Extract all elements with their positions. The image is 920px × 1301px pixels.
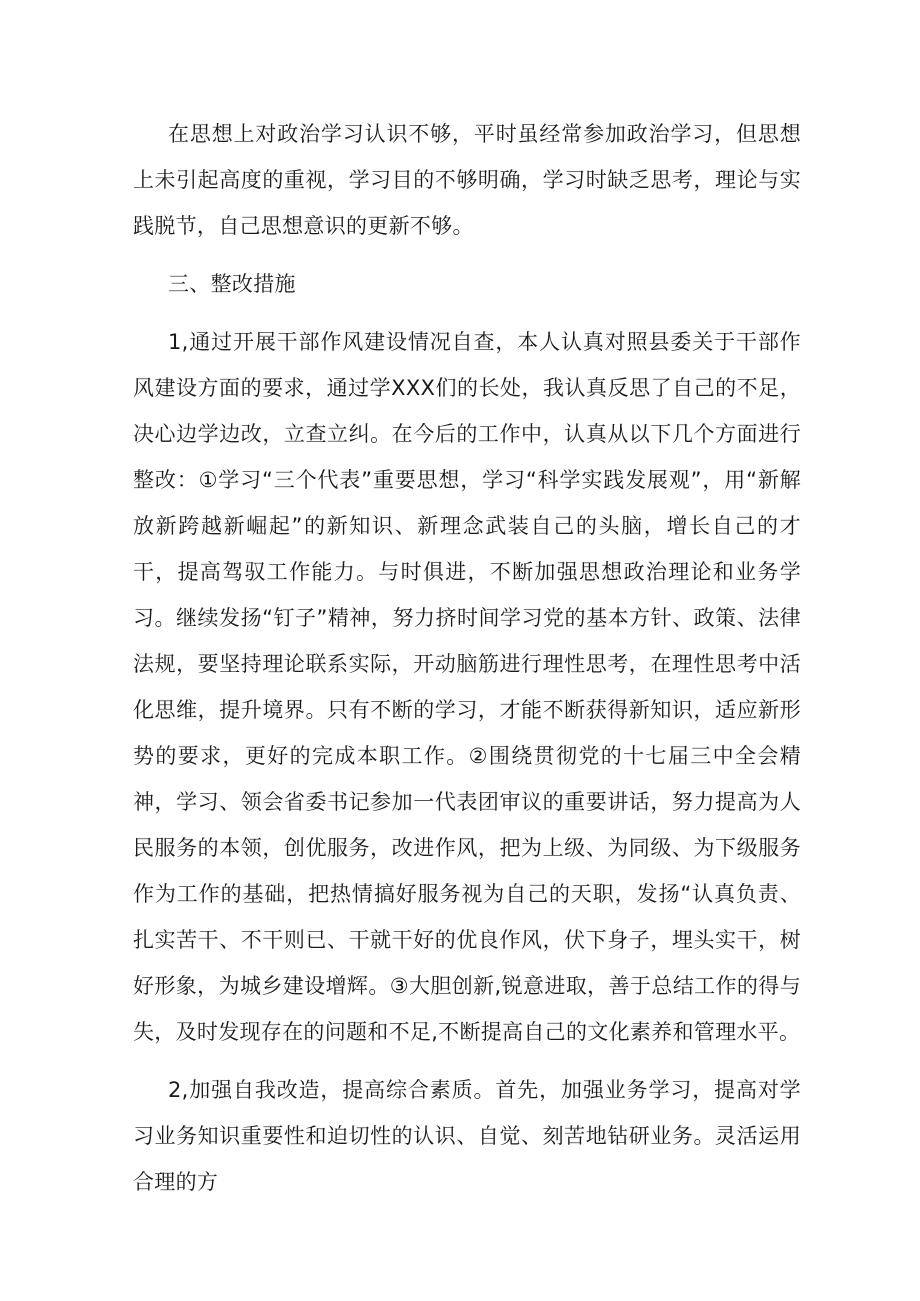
document-body [133, 111, 801, 1217]
section-heading-rectification: 三、整改措施 [168, 272, 296, 296]
paragraph-political-study: 在思想上对政治学习认识不够，平时虽经常参加政治学习，但思想上未引起高度的重视，学习目的不够明确，学习时缺乏思考，理论与实践脱节，自己思想意识的更新不够。 [133, 122, 801, 238]
paragraph-measure-2: 2,加强自我改造，提高综合素质。首先，加强业务学习，提高对学习业务知识重要性和迫切性的认识、自觉、刻苦地钻研业务。灵活运用合理的方 [133, 1078, 801, 1194]
paragraph-measure-1: 1,通过开展干部作风建设情况自查，本人认真对照县委关于干部作风建设方面的要求，通过学XXX们的长处，我认真反思了自己的不足，决心边学边改，立查立纠。在今后的工作中，认真从以下几个方面进行整改：①学习“三个代表”重要思想，学习“科学实践发展观”，用“新解放新跨越新崛起”的新知识、新理念武装自己的头脑，增长自己的才干，提高驾驭工作能力。与时俱进，不断加强思想政治理论和业务学习。继续发扬“钉子”精神，努力挤时间学习党的基本方针、政策、法律法规，要坚持理论联系实际，开动脑筋进行理性思考，在理性思考中活化思维，提升境界。只有不断的学习，才能不断获得新知识，适应新形势的要求，更好的完成本职工作。②围绕贯彻党的十七届三中全会精神，学习、领会省委书记参加一代表团审议的重要讲话，努力提高为人民服务的本领，创优服务，改进作风，把为上级、为同级、为下级服务作为工作的基础，把热情搞好服务视为自己的天职，发扬“认真负责、扎实苦干、不干则已、干就干好的优良作风，伏下身子，埋头实干，树好形象，为城乡建设增辉。③大胆创新,锐意进取，善于总结工作的得与失，及时发现存在的问题和不足,不断提高自己的文化素养和管理水平。 [133, 330, 801, 1044]
